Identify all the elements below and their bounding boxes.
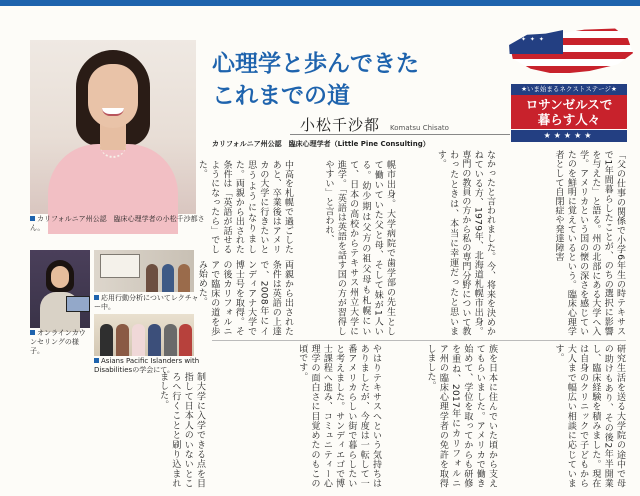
lecture-caption-text: 応用行動分析についてレクチャー中。 (94, 294, 199, 311)
body-column-b: 幌市出身。大学病院で歯学部の先生として働いていた父と母、そして妹が1人いる。幼少期は父方の祖父母も札幌にいて、日本の高校からテキサス州立大学に進学。「英語は英語を話す国の方が習得しやすい」と言われ、 (323, 160, 395, 336)
caption-bullet-icon (94, 358, 99, 363)
counseling-caption-text: オンラインカウンセリングの様子。 (30, 329, 86, 355)
group-photo (94, 314, 194, 356)
series-name-line2: 暮らす人々 (537, 112, 601, 127)
portrait-caption-text: カリフォルニア州公認 臨床心理学者の小松千沙都さん。 (30, 215, 205, 232)
author-reading: Komatsu Chisato (390, 124, 449, 132)
series-name (511, 95, 627, 129)
counseling-photo (30, 250, 90, 328)
body-column-g: やはりテキサスへという気持ちはありましたが、今度は一転して一番アメリカらしい街で暮らしたいと考えました。サンディエゴで博士課程へ進み、コミュニティー心理学の面白さに目覚めたのもこの頃です。 (297, 344, 381, 488)
portrait-caption (30, 215, 210, 233)
body-column-d: 「父の仕事の関係で小学6年生の時テキサスで1年間暮らしたことが、のちの選択に影響を与えた」と語る。州の北部にある大学へ入学。アメリカという国の懐の深さを感じていたのを鮮明に覚えているという。臨床心理学者として自閉症や発達障害 (553, 150, 625, 336)
body-column-i: 研究生活を送る大学院の途中で母の助けもあり、その後2年半開業し、臨床経験を積みました。現在は自身のクリニックで子どもから大人まで幅広い相談に応じています。 (553, 344, 625, 488)
body-column-e: 両親から出された条件は英語の上達で、2008年にインディアナ大学で博士号を取得。その後カリフォルニアで臨床の道を歩み始めた。 (196, 260, 293, 336)
body-column-a: 中高を札幌で過ごしたあと、卒業後はアメリカの大学に行きたいと思うようになりました。両親から出された条件は「英語が話せるようになったら」でした。 (196, 160, 293, 254)
series-badge (505, 6, 633, 148)
article-title-line2: これまでの道 (212, 83, 350, 109)
counseling-caption (30, 329, 92, 356)
section-divider (212, 340, 626, 341)
caption-bullet-icon (94, 295, 99, 300)
article-title-line1: 心理学と歩んできた (212, 51, 419, 77)
caption-bullet-icon (30, 330, 35, 335)
lecture-photo (94, 250, 194, 292)
author-name: 小松千沙都 (300, 116, 381, 134)
series-name-line1: ロサンゼルスで (525, 97, 613, 112)
body-column-c: なかったと言われました。今、将来を決めかねている方、1979年、北海道札幌市出身。専門の教員の方から私の専門分野について教わったときは、本当に幸運だったと思います。 (435, 150, 495, 336)
body-column-h: 族を日本に住んでいた頃から支えてもらいました。アメリカで働き始めて、学位を取ってからも研修を重ね、2017年にカリフォルニア州の臨床心理学者の免許を取得しました。 (425, 344, 497, 488)
caption-bullet-icon (30, 216, 35, 221)
flag-stars-icon: ✦ ✦ ✦ (521, 36, 545, 43)
series-tagline: ★いま始まるネクストステージ★ (511, 84, 627, 95)
group-caption-text: Asians Pacific Islanders with Disabilitiesの学会にて。 (94, 357, 200, 374)
lecture-caption (94, 294, 204, 312)
byline (300, 114, 500, 136)
body-column-f: 制大学に入学できる点を目指して日本人のいないところへ行くことと刷り込まれました。 (158, 372, 205, 488)
portrait-photo (30, 40, 196, 214)
series-stars: ★★★★★ (511, 130, 627, 142)
byline-rule (290, 134, 510, 135)
author-credentials: カリフォルニア州公認 臨床心理学者（Little Pine Consulting） (212, 140, 430, 148)
